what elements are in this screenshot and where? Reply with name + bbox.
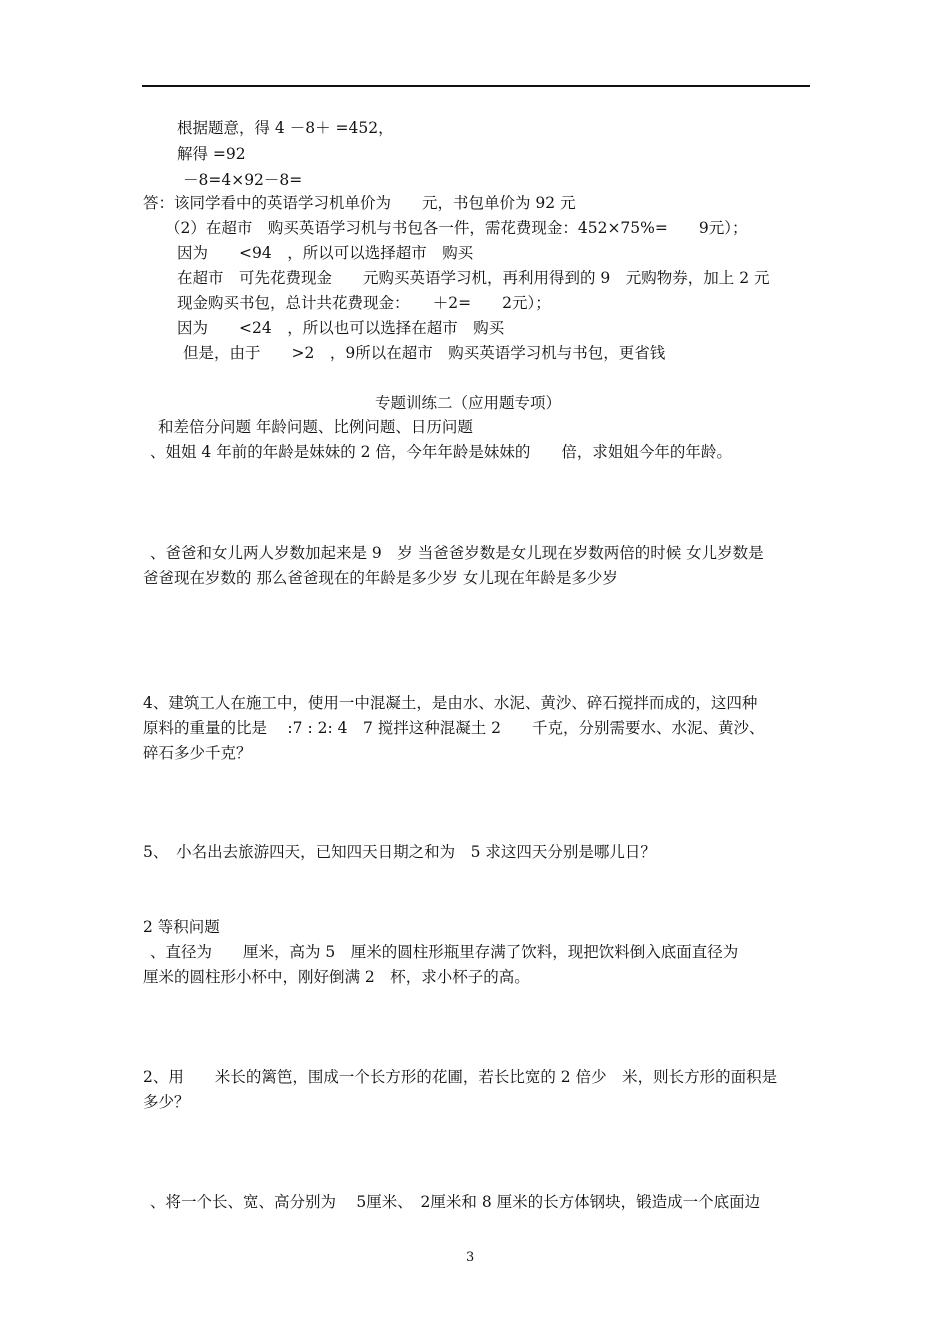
solution-line-3: －8=4×92－8= (183, 171, 303, 189)
question-2-line-2: 爸爸现在岁数的 那么爸爸现在的年龄是多少岁 女儿现在年龄是多少岁 (143, 569, 618, 587)
question-4-line-2: 原料的重量的比是 :7 : 2: 4 7 搅拌这种混凝土 2 千克，分别需要水、水泥、黄沙、 (143, 719, 765, 737)
section-heading-2: 2 等积问题 (143, 918, 220, 936)
section-heading-1: 和差倍分问题 年龄问题、比例问题、日历问题 (158, 418, 473, 436)
answer-line: 答：该同学看中的英语学习机单价为 元，书包单价为 92 元 (143, 194, 576, 212)
solution-line-1: 根据题意，得 4 －8＋ =452， (177, 119, 394, 137)
solution-line-5: （2）在超市 购买英语学习机与书包各一件，需花费现金：452×75%= 9元）； (165, 219, 748, 237)
solution-line-9: 因为 <24 ，所以也可以选择在超市 购买 (177, 319, 505, 337)
solution-line-7: 在超市 可先花费现金 元购买英语学习机，再利用得到的 9 元购物券，加上 2 元 (177, 269, 770, 287)
solution-line-10: 但是，由于 >2 ，9所以在超市 购买英语学习机与书包，更省钱 (183, 344, 666, 362)
training-title: 专题训练二（应用题专项） (375, 394, 562, 412)
question-4-line-3: 碎石多少千克？ (143, 744, 252, 762)
question-1: 、姐姐 4 年前的年龄是妹妹的 2 倍，今年年龄是妹妹的 倍，求姐姐今年的年龄。 (150, 443, 732, 461)
question-2-line-1: 、爸爸和女儿两人岁数加起来是 9 岁 当爸爸岁数是女儿现在岁数两倍的时候 女儿岁数是 (150, 544, 764, 562)
equal-volume-question-2-line-2: 多少？ (143, 1093, 190, 1111)
question-4-line-1: 4、建筑工人在施工中，使用一中混凝土，是由水、水泥、黄沙、碎石搅拌而成的，这四种 (143, 694, 758, 712)
solution-line-2: 解得 =92 (177, 145, 246, 163)
equal-volume-question-1-line-1: 、直径为 厘米，高为 5 厘米的圆柱形瓶里存满了饮料，现把饮料倒入底面直径为 (150, 943, 739, 961)
solution-line-8: 现金购买书包，总计共花费现金： ＋2= 2元）； (177, 294, 551, 312)
question-5: 5、 小名出去旅游四天，已知四天日期之和为 5 求这四天分别是哪儿日？ (143, 843, 656, 861)
page-number: 3 (466, 1250, 475, 1265)
solution-line-6: 因为 <94 ，所以可以选择超市 购买 (177, 244, 474, 262)
header-rule (142, 85, 810, 87)
equal-volume-question-1-line-2: 厘米的圆柱形小杯中，刚好倒满 2 杯，求小杯子的高。 (143, 968, 530, 986)
equal-volume-question-3-line-1: 、将一个长、宽、高分别为 5厘米、 2厘米和 8 厘米的长方体钢块，锻造成一个底面边 (150, 1193, 761, 1211)
equal-volume-question-2-line-1: 2、用 米长的篱笆，围成一个长方形的花圃，若长比宽的 2 倍少 米，则长方形的面积是 (143, 1068, 778, 1086)
